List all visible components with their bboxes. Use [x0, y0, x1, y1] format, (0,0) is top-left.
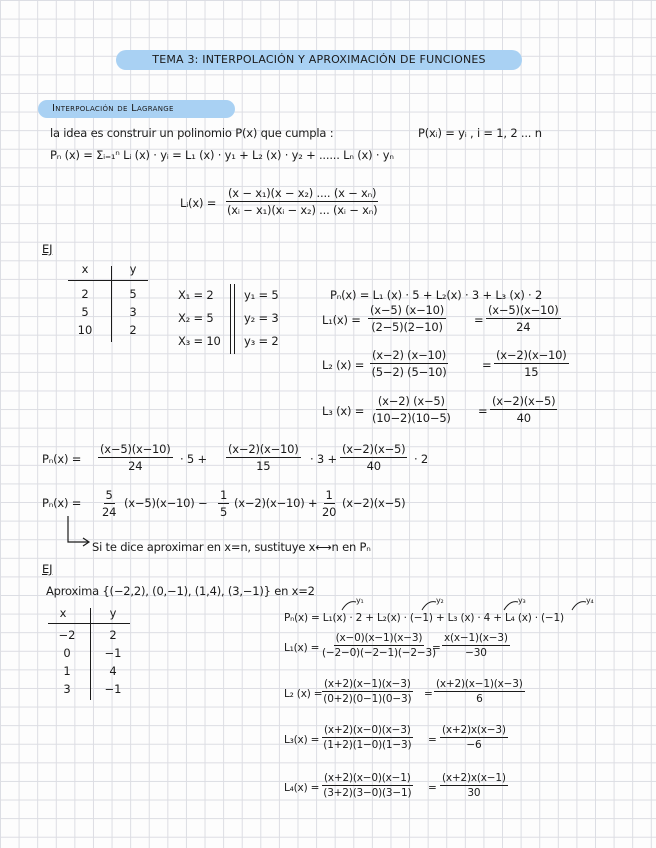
pn-term-1-den: 24 — [128, 459, 143, 473]
example-2-label: EJ — [42, 562, 53, 576]
ej2-l4-frac — [322, 772, 413, 799]
table-cell: 5 — [129, 287, 137, 301]
ej1-l3-lhs: L₃ (x) = — [322, 404, 365, 418]
pn-term-3 — [340, 442, 407, 473]
ej2-l2-den2: 6 — [476, 693, 483, 705]
ej1-l1-den2: 24 — [516, 320, 531, 334]
pn2-term-1: (x−5)(x−10) − — [124, 496, 208, 510]
ej2-l1-frac — [322, 632, 436, 659]
ej2-l1-num2: x(x−1)(x−3) — [444, 632, 508, 644]
example-1-label: EJ — [42, 242, 53, 256]
ej1-l3-frac — [372, 394, 451, 425]
ej2-l4-den2: 30 — [467, 787, 481, 799]
table-cell: −2 — [58, 628, 76, 642]
table-header-y: y — [109, 606, 117, 620]
table-cell: 2 — [109, 628, 117, 642]
x-value: X₃ = 10 — [178, 334, 221, 348]
ej2-l2-frac-simplified — [434, 678, 525, 705]
table-cell: 2 — [81, 287, 89, 301]
ej2-l1-frac-simplified — [442, 632, 510, 659]
pn-term-2-den: 15 — [256, 459, 271, 473]
table-divider — [111, 266, 112, 342]
ej1-l2-num2: (x−2)(x−10) — [496, 348, 567, 362]
ej2-l4-frac-simplified — [440, 772, 508, 799]
double-divider — [234, 284, 235, 354]
ej2-l4-num2: (x+2)x(x−1) — [442, 772, 506, 784]
ej2-l3-frac — [322, 724, 413, 751]
ej1-l2-den2: 15 — [524, 365, 539, 379]
page-title: TEMA 3: INTERPOLACIÓN Y APROXIMACIÓN DE FUNCIONES — [116, 50, 522, 70]
table-cell: 0 — [63, 646, 71, 660]
li-num: (x − x₁)(x − x₂) .... (x − xₙ) — [228, 186, 377, 200]
ej2-l1-den2: −30 — [465, 647, 487, 659]
table-divider — [90, 608, 91, 700]
intro-condition: P(xᵢ) = yᵢ , i = 1, 2 ... n — [418, 126, 542, 140]
pn-term-3-num: (x−2)(x−5) — [342, 442, 406, 456]
ej2-p-formula: Pₙ(x) = L₁(x) · 2 + L₂(x) · (−1) + L₃ (x) · 4 + L₄ (x) · (−1) — [284, 612, 564, 624]
pn2-coef-2-num: 1 — [220, 488, 228, 502]
ej1-l3-num2: (x−2)(x−5) — [492, 394, 556, 408]
ej2-l4-lhs: L₄(x) = — [284, 782, 320, 794]
table-header-y: y — [129, 262, 137, 276]
pn-term-3-den: 40 — [366, 459, 381, 473]
table-cell: −1 — [104, 682, 122, 696]
ej1-l3-frac-simplified — [490, 394, 557, 425]
table-cell: 10 — [77, 323, 93, 337]
ej2-l2-num: (x+2)(x−1)(x−3) — [324, 678, 411, 690]
corner-arrow-icon — [64, 514, 92, 548]
ej1-l1-frac-simplified — [486, 303, 561, 334]
pn2-term-2: (x−2)(x−10) + — [234, 496, 318, 510]
y-value: y₁ = 5 — [244, 288, 279, 302]
arrow-label: y₁ — [356, 596, 364, 605]
ej2-l2-frac — [322, 678, 413, 705]
ej2-l1-num: (x−0)(x−1)(x−3) — [335, 632, 423, 644]
table-cell: 3 — [63, 682, 71, 696]
ej2-l1-lhs: L₁(x) = — [284, 642, 320, 654]
table-header-x: x — [81, 262, 89, 276]
ej1-l2-frac — [370, 348, 448, 379]
ej1-l3-num: (x−2) (x−5) — [377, 394, 445, 408]
arrow-label: y₃ — [518, 596, 526, 605]
x-value: X₁ = 2 — [178, 288, 214, 302]
general-formula: Pₙ (x) = Σᵢ₌₁ⁿ Lᵢ (x) · yᵢ = L₁ (x) · y₁ + L₂ (x) · y₂ + ...... Lₙ (x) · yₙ — [50, 148, 394, 162]
pn2-coef-2 — [218, 488, 229, 519]
pn-term-1 — [98, 442, 173, 473]
pn2-coef-3-den: 20 — [322, 505, 337, 519]
x-value: X₂ = 5 — [178, 311, 214, 325]
ej2-l3-lhs: L₃(x) = — [284, 734, 320, 746]
ej2-l3-frac-simplified — [440, 724, 508, 751]
ej2-l1-den: (−2−0)(−2−1)(−2−3) — [322, 647, 436, 659]
pn2-coef-1 — [102, 488, 116, 519]
equals: = — [428, 734, 437, 746]
pn2-coef-3 — [322, 488, 336, 519]
equals: = — [432, 642, 441, 654]
ej1-l1-den: (2−5)(2−10) — [371, 320, 443, 334]
y-value: y₃ = 2 — [244, 334, 279, 348]
pn-term-2 — [226, 442, 301, 473]
double-divider — [230, 284, 231, 354]
ej1-l2-lhs: L₂ (x) = — [322, 358, 365, 372]
ej2-l2-lhs: L₂ (x) = — [284, 688, 323, 700]
pn-term-3-mult: · 2 — [414, 452, 429, 466]
arrow-label: y₂ — [436, 596, 444, 605]
equals: = — [424, 688, 433, 700]
ej1-l1-num: (x−5) (x−10) — [370, 303, 445, 317]
ej2-l3-num: (x+2)(x−0)(x−3) — [324, 724, 411, 736]
pn2-lhs: Pₙ(x) = — [42, 496, 82, 510]
table-cell: 5 — [81, 305, 89, 319]
ej1-l3-den: (10−2)(10−5) — [372, 411, 451, 425]
pn-lhs: Pₙ(x) = — [42, 452, 82, 466]
table-cell: 4 — [109, 664, 117, 678]
intro-text: la idea es construir un polinomio P(x) que cumpla : — [50, 126, 334, 140]
pn2-term-3: (x−2)(x−5) — [342, 496, 406, 510]
li-lhs: Lᵢ(x) = — [180, 196, 217, 210]
substitution-note: Si te dice aproximar en x=n, sustituye x⟷n en Pₙ — [92, 540, 371, 554]
equals: = — [474, 313, 484, 327]
table-cell: 2 — [129, 323, 137, 337]
table-header-x: x — [59, 606, 67, 620]
table-cell: 3 — [129, 305, 137, 319]
ej2-l2-num2: (x+2)(x−1)(x−3) — [436, 678, 523, 690]
pn-term-2-mult: · 3 + — [310, 452, 337, 466]
li-fraction — [226, 186, 378, 217]
equals: = — [478, 404, 488, 418]
ej2-l4-num: (x+2)(x−0)(x−1) — [324, 772, 411, 784]
example-2-statement: Aproxima {(−2,2), (0,−1), (1,4), (3,−1)} en x=2 — [46, 584, 315, 598]
arrow-label: y₄ — [586, 596, 594, 605]
table-cell: 1 — [63, 664, 71, 678]
pn-term-1-mult: · 5 + — [180, 452, 207, 466]
pn2-coef-1-num: 5 — [105, 488, 113, 502]
pn-term-2-num: (x−2)(x−10) — [228, 442, 299, 456]
li-den: (xᵢ − x₁)(xᵢ − x₂) ... (xᵢ − xₙ) — [226, 203, 378, 217]
equals: = — [428, 782, 437, 794]
ej2-l4-den: (3+2)(3−0)(3−1) — [323, 787, 412, 799]
table-cell: −1 — [104, 646, 122, 660]
equals: = — [482, 358, 492, 372]
ej2-l3-num2: (x+2)x(x−3) — [442, 724, 506, 736]
ej1-l3-den2: 40 — [516, 411, 531, 425]
ej1-l2-num: (x−2) (x−10) — [372, 348, 447, 362]
ej2-l3-den: (1+2)(1−0)(1−3) — [323, 739, 412, 751]
curved-arrows-icon — [340, 598, 600, 612]
ej1-l1-frac — [368, 303, 446, 334]
ej1-l2-frac-simplified — [494, 348, 569, 379]
ej1-l1-num2: (x−5)(x−10) — [488, 303, 559, 317]
ej2-l3-den2: −6 — [466, 739, 482, 751]
y-value: y₂ = 3 — [244, 311, 279, 325]
ej2-l2-den: (0+2)(0−1)(0−3) — [323, 693, 412, 705]
pn-term-1-num: (x−5)(x−10) — [100, 442, 171, 456]
pn2-coef-2-den: 5 — [220, 505, 228, 519]
table-rule — [68, 280, 148, 281]
ej1-l2-den: (5−2) (5−10) — [371, 365, 447, 379]
ej1-p-formula: Pₙ(x) = L₁ (x) · 5 + L₂(x) · 3 + L₃ (x) · 2 — [330, 288, 543, 302]
ej1-l1-lhs: L₁(x) = — [322, 313, 361, 327]
pn2-coef-1-den: 24 — [102, 505, 117, 519]
section-heading: Interpolación de Lagrange — [38, 100, 235, 118]
table-rule — [48, 623, 130, 624]
pn2-coef-3-num: 1 — [325, 488, 333, 502]
